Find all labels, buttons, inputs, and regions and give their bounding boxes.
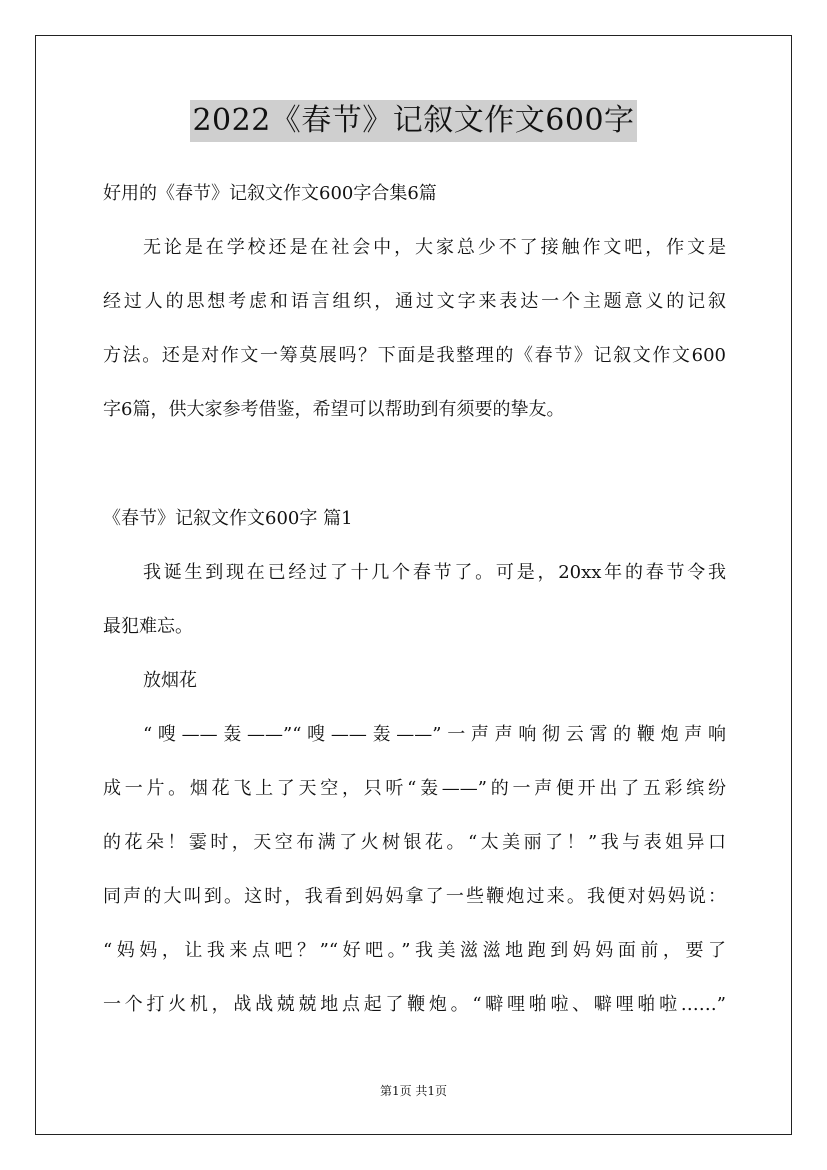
subheading: 放烟花 [143,670,197,691]
section-heading: 《春节》记叙文作文600字 篇1 [103,508,353,529]
para2-line-3: 的花朵！霎时，天空布满了火树银花。“太美丽了！”我与表姐异口 [103,832,726,853]
intro-line-1: 无论是在学校还是在社会中，大家总少不了接触作文吧，作文是 [143,237,726,258]
title-container [0,100,827,142]
document-title: 2022《春节》记叙文作文600字 [190,100,636,142]
subtitle: 好用的《春节》记叙文作文600字合集6篇 [103,183,437,204]
para2-line-6: 一个打火机，战战兢兢地点起了鞭炮。“噼哩啪啦、噼哩啪啦……” [103,994,726,1015]
para2-line-4: 同声的大叫到。这时，我看到妈妈拿了一些鞭炮过来。我便对妈妈说： [103,886,726,907]
para1-line-1: 我诞生到现在已经过了十几个春节了。可是，20xx年的春节令我 [143,562,726,583]
para1-line-2: 最犯难忘。 [103,616,193,637]
intro-line-3: 方法。还是对作文一筹莫展吗？下面是我整理的《春节》记叙文作文600 [103,345,726,366]
page-footer: 第1页 共1页 [379,1084,448,1098]
para2-line-1: “嗖——轰——”“嗖——轰——”一声声响彻云霄的鞭炮声响 [143,724,726,745]
para2-line-2: 成一片。烟花飞上了天空，只听“轰——”的一声便开出了五彩缤纷 [103,778,726,799]
para2-line-5: “妈妈，让我来点吧？”“好吧。”我美滋滋地跑到妈妈面前，要了 [103,940,726,961]
intro-line-2: 经过人的思想考虑和语言组织，通过文字来表达一个主题意义的记叙 [103,291,726,312]
intro-line-4: 字6篇，供大家参考借鉴，希望可以帮助到有须要的挚友。 [103,399,565,420]
